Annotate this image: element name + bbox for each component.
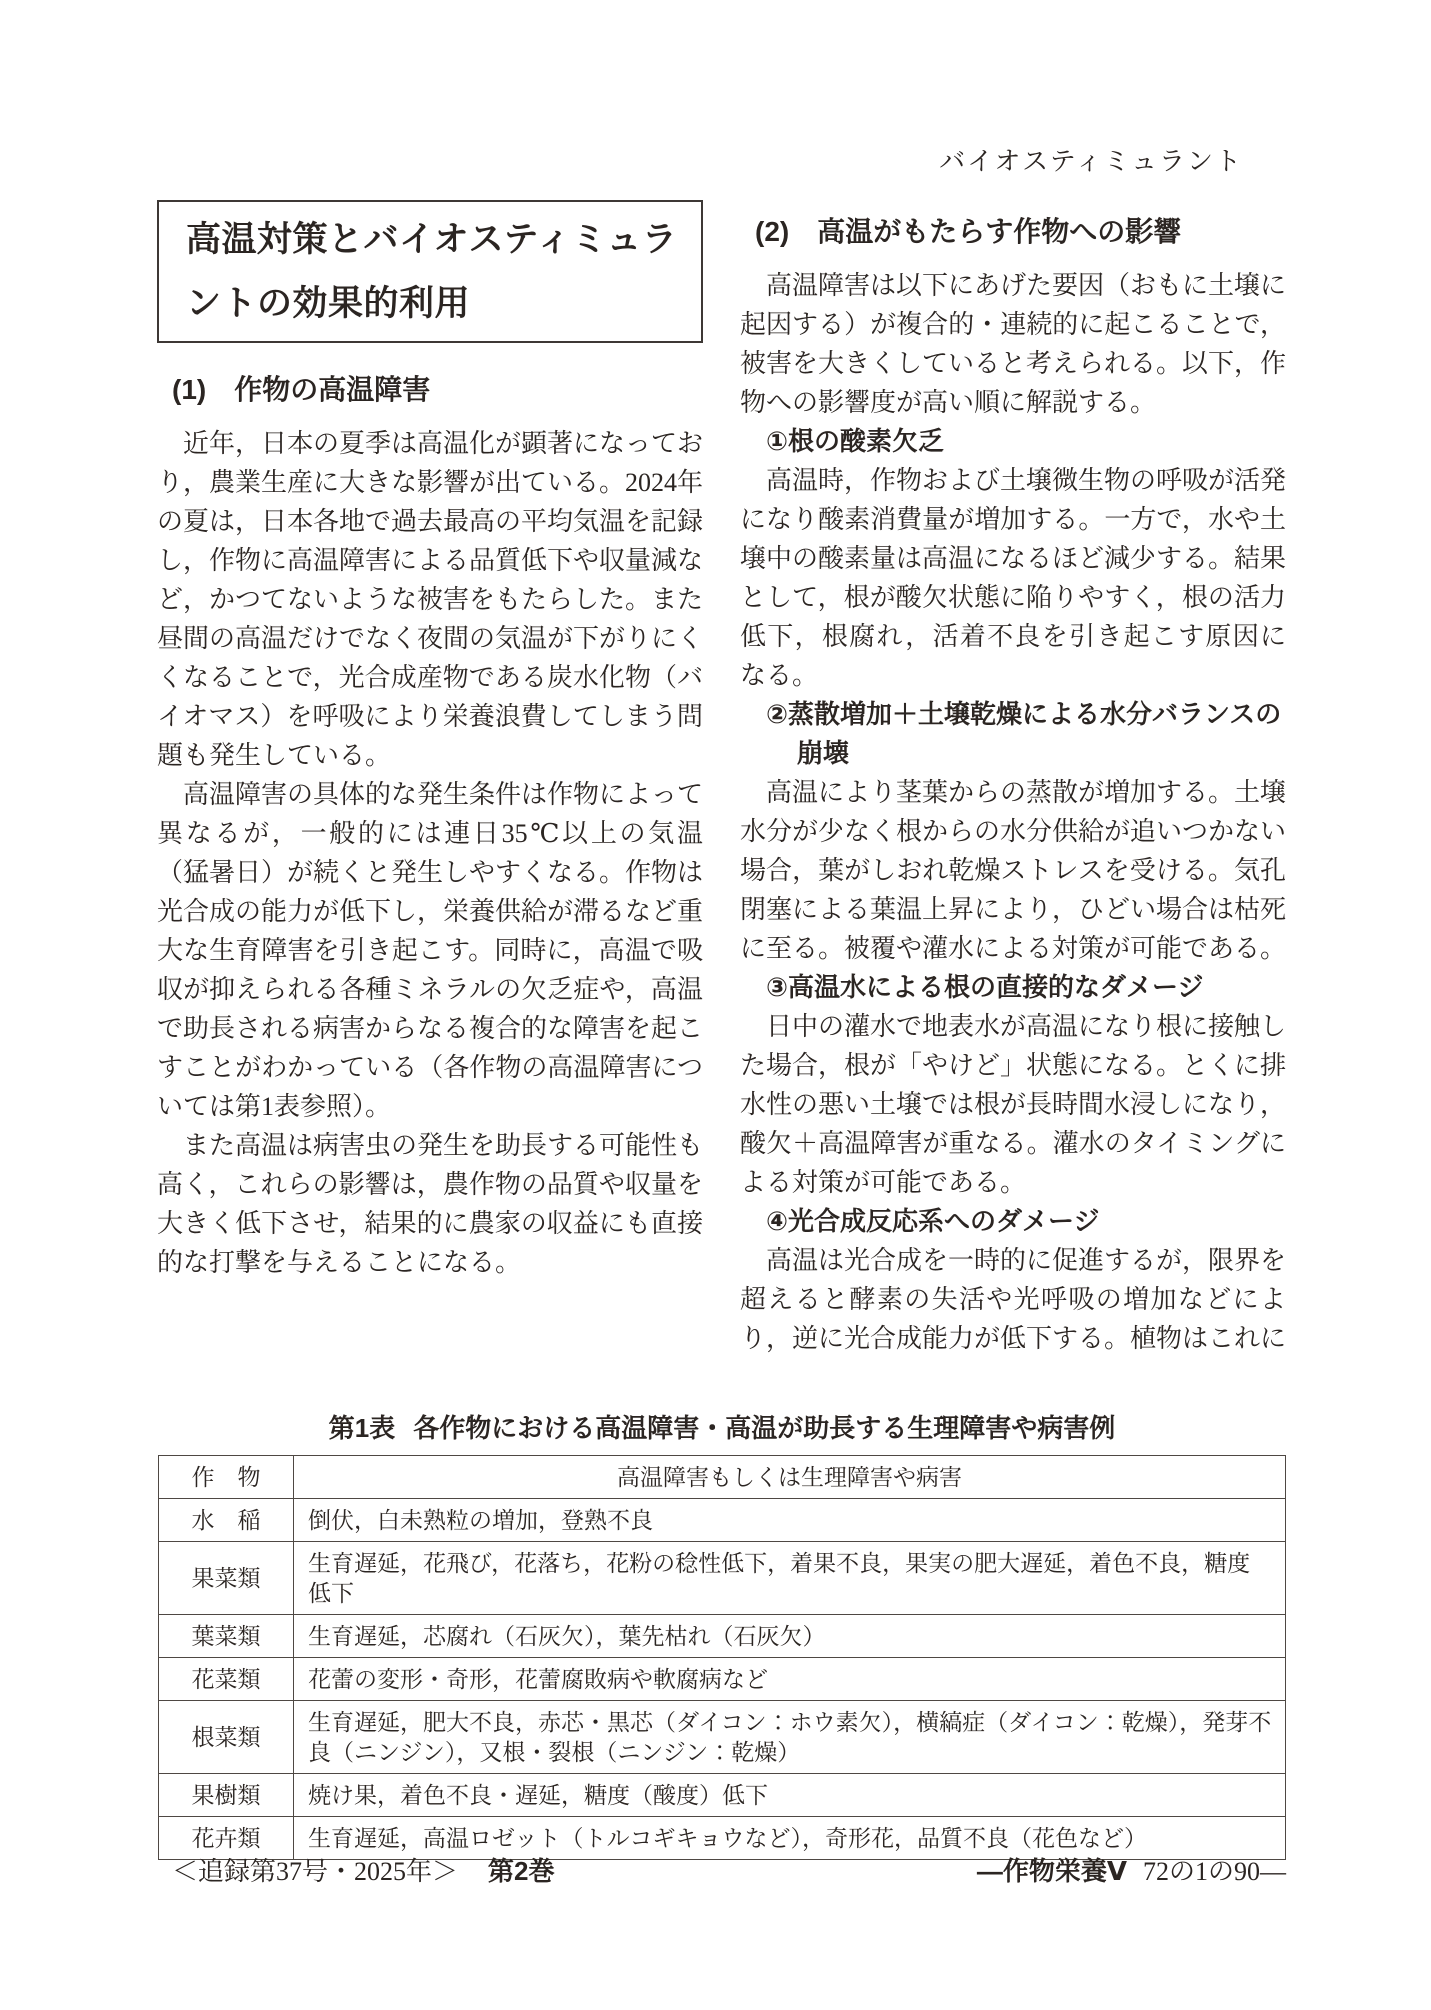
table-row (159, 1774, 1286, 1817)
paragraph: 高温障害の具体的な発生条件は作物によって異なるが，一般的には連日35℃以上の気温（猛暑日）が続くと発生しやすくなる。作物は光合成の能力が低下し，栄養供給が滞るなど重大な生育障害を引き起こす。同時に，高温で吸収が抑えられる各種ミネラルの欠乏症や，高温で助長される病害からなる複合的な障害を起こすことがわかっている（各作物の高温障害については第1表参照）。 (157, 780, 704, 1121)
subsection-2-heading: ②蒸散増加＋土壌乾燥による水分バランスの崩壊 (766, 699, 1282, 768)
table-1-caption (158, 1408, 1286, 1445)
crop-damage-cell: 生育遅延，芯腐れ（石灰欠），葉先枯れ（石灰欠） (294, 1615, 1286, 1658)
crop-name-cell: 果樹類 (159, 1774, 294, 1817)
crop-damage-table (158, 1455, 1286, 1860)
crop-damage-cell: 生育遅延，高温ロゼット（トルコギキョウなど），奇形花，品質不良（花色など） (294, 1817, 1286, 1860)
left-column (157, 370, 703, 1282)
table-row (159, 1658, 1286, 1701)
paragraph: 日中の灌水で地表水が高温になり根に接触した場合，根が「やけど」状態になる。とくに排水性の悪い土壌では根が長時間水浸しになり，酸欠＋高温障害が重なる。灌水のタイミングによる対策が可能である。 (740, 1012, 1287, 1197)
crop-name-cell: 花菜類 (159, 1658, 294, 1701)
article-title: 高温対策とバイオスティミュラントの効果的利用 (186, 219, 678, 323)
footer-journal-name: ―作物栄養Ⅴ (976, 1856, 1127, 1886)
footer-issue-info (172, 1851, 554, 1888)
table-row (159, 1499, 1286, 1542)
crop-damage-cell: 焼け果，着色不良・遅延，糖度（酸度）低下 (294, 1774, 1286, 1817)
crop-name-cell: 水 稲 (159, 1499, 294, 1542)
crop-damage-cell: 花蕾の変形・奇形，花蕾腐敗病や軟腐病など (294, 1658, 1286, 1701)
subsection-3-heading: ③高温水による根の直接的なダメージ (766, 972, 1204, 1002)
paragraph: 高温により茎葉からの蒸散が増加する。土壌水分が少なく根からの水分供給が追いつかない場合，葉がしおれ乾燥ストレスを受ける。気孔閉塞による葉温上昇により，ひどい場合は枯死に至る。被覆や灌水による対策が可能である。 (740, 778, 1287, 963)
crop-name-cell: 葉菜類 (159, 1615, 294, 1658)
crop-damage-cell: 倒伏，白未熟粒の増加，登熟不良 (294, 1499, 1286, 1542)
running-head: バイオスティミュラント (939, 146, 1243, 176)
column-header-crop: 作 物 (159, 1456, 294, 1499)
subsection-1-heading: ①根の酸素欠乏 (766, 426, 945, 456)
paragraph: 高温障害は以下にあげた要因（おもに土壌に起因する）が複合的・連続的に起こることで，被害を大きくしていると考えられる。以下，作物への影響度が高い順に解説する。 (740, 271, 1287, 417)
footer-issue-number: ＜追録第37号・2025年＞ (172, 1857, 459, 1886)
column-header-damage: 高温障害もしくは生理障害や病害 (294, 1456, 1286, 1499)
right-column (740, 212, 1286, 1358)
footer-page-info (977, 1851, 1286, 1888)
section-1-heading: (1) 作物の高温障害 (172, 374, 431, 405)
table-row (159, 1701, 1286, 1774)
crop-name-cell: 根菜類 (159, 1701, 294, 1774)
section-2-heading: (2) 高温がもたらす作物への影響 (755, 216, 1182, 247)
paragraph: 近年，日本の夏季は高温化が顕著になっており，農業生産に大きな影響が出ている。2024年の夏は，日本各地で過去最高の平均気温を記録し，作物に高温障害による品質低下や収量減など，かつてないような被害をもたらした。また昼間の高温だけでなく夜間の気温が下がりにくくなることで，光合成産物である炭水化物（バイオマス）を呼吸により栄養浪費してしまう問題も発生している。 (157, 429, 704, 770)
paragraph: 高温は光合成を一時的に促進するが，限界を超えると酵素の失活や光呼吸の増加などにより，逆に光合成能力が低下する。植物はこれに (740, 1246, 1287, 1353)
article-title-box (157, 200, 703, 343)
table-row (159, 1542, 1286, 1615)
paragraph: また高温は病害虫の発生を助長する可能性も高く，これらの影響は，農作物の品質や収量を大きく低下させ，結果的に農家の収益にも直接的な打撃を与えることになる。 (157, 1131, 704, 1277)
page-footer (172, 1851, 1286, 1888)
table-header-row (159, 1456, 1286, 1499)
crop-name-cell: 花卉類 (159, 1817, 294, 1860)
paragraph: 高温時，作物および土壌微生物の呼吸が活発になり酸素消費量が増加する。一方で，水や土壌中の酸素量は高温になるほど減少する。結果として，根が酸欠状態に陥りやすく，根の活力低下，根腐れ，活着不良を引き起こす原因になる。 (740, 466, 1287, 690)
crop-damage-cell: 生育遅延，肥大不良，赤芯・黒芯（ダイコン：ホウ素欠），横縞症（ダイコン：乾燥），発芽不良（ニンジン），又根・裂根（ニンジン：乾燥） (294, 1701, 1286, 1774)
subsection-4-heading: ④光合成反応系へのダメージ (766, 1206, 1100, 1236)
table-1-block (158, 1408, 1286, 1860)
table-row (159, 1615, 1286, 1658)
table-1-caption-label: 第1表 (328, 1413, 396, 1443)
footer-page-number: 72の1の90― (1142, 1857, 1286, 1886)
crop-name-cell: 果菜類 (159, 1542, 294, 1615)
table-1-caption-title: 各作物における高温障害・高温が助長する生理障害や病害例 (413, 1413, 1116, 1443)
footer-volume: 第2巻 (488, 1856, 555, 1886)
crop-damage-cell: 生育遅延，花飛び，花落ち，花粉の稔性低下，着果不良，果実の肥大遅延，着色不良，糖度低下 (294, 1542, 1286, 1615)
